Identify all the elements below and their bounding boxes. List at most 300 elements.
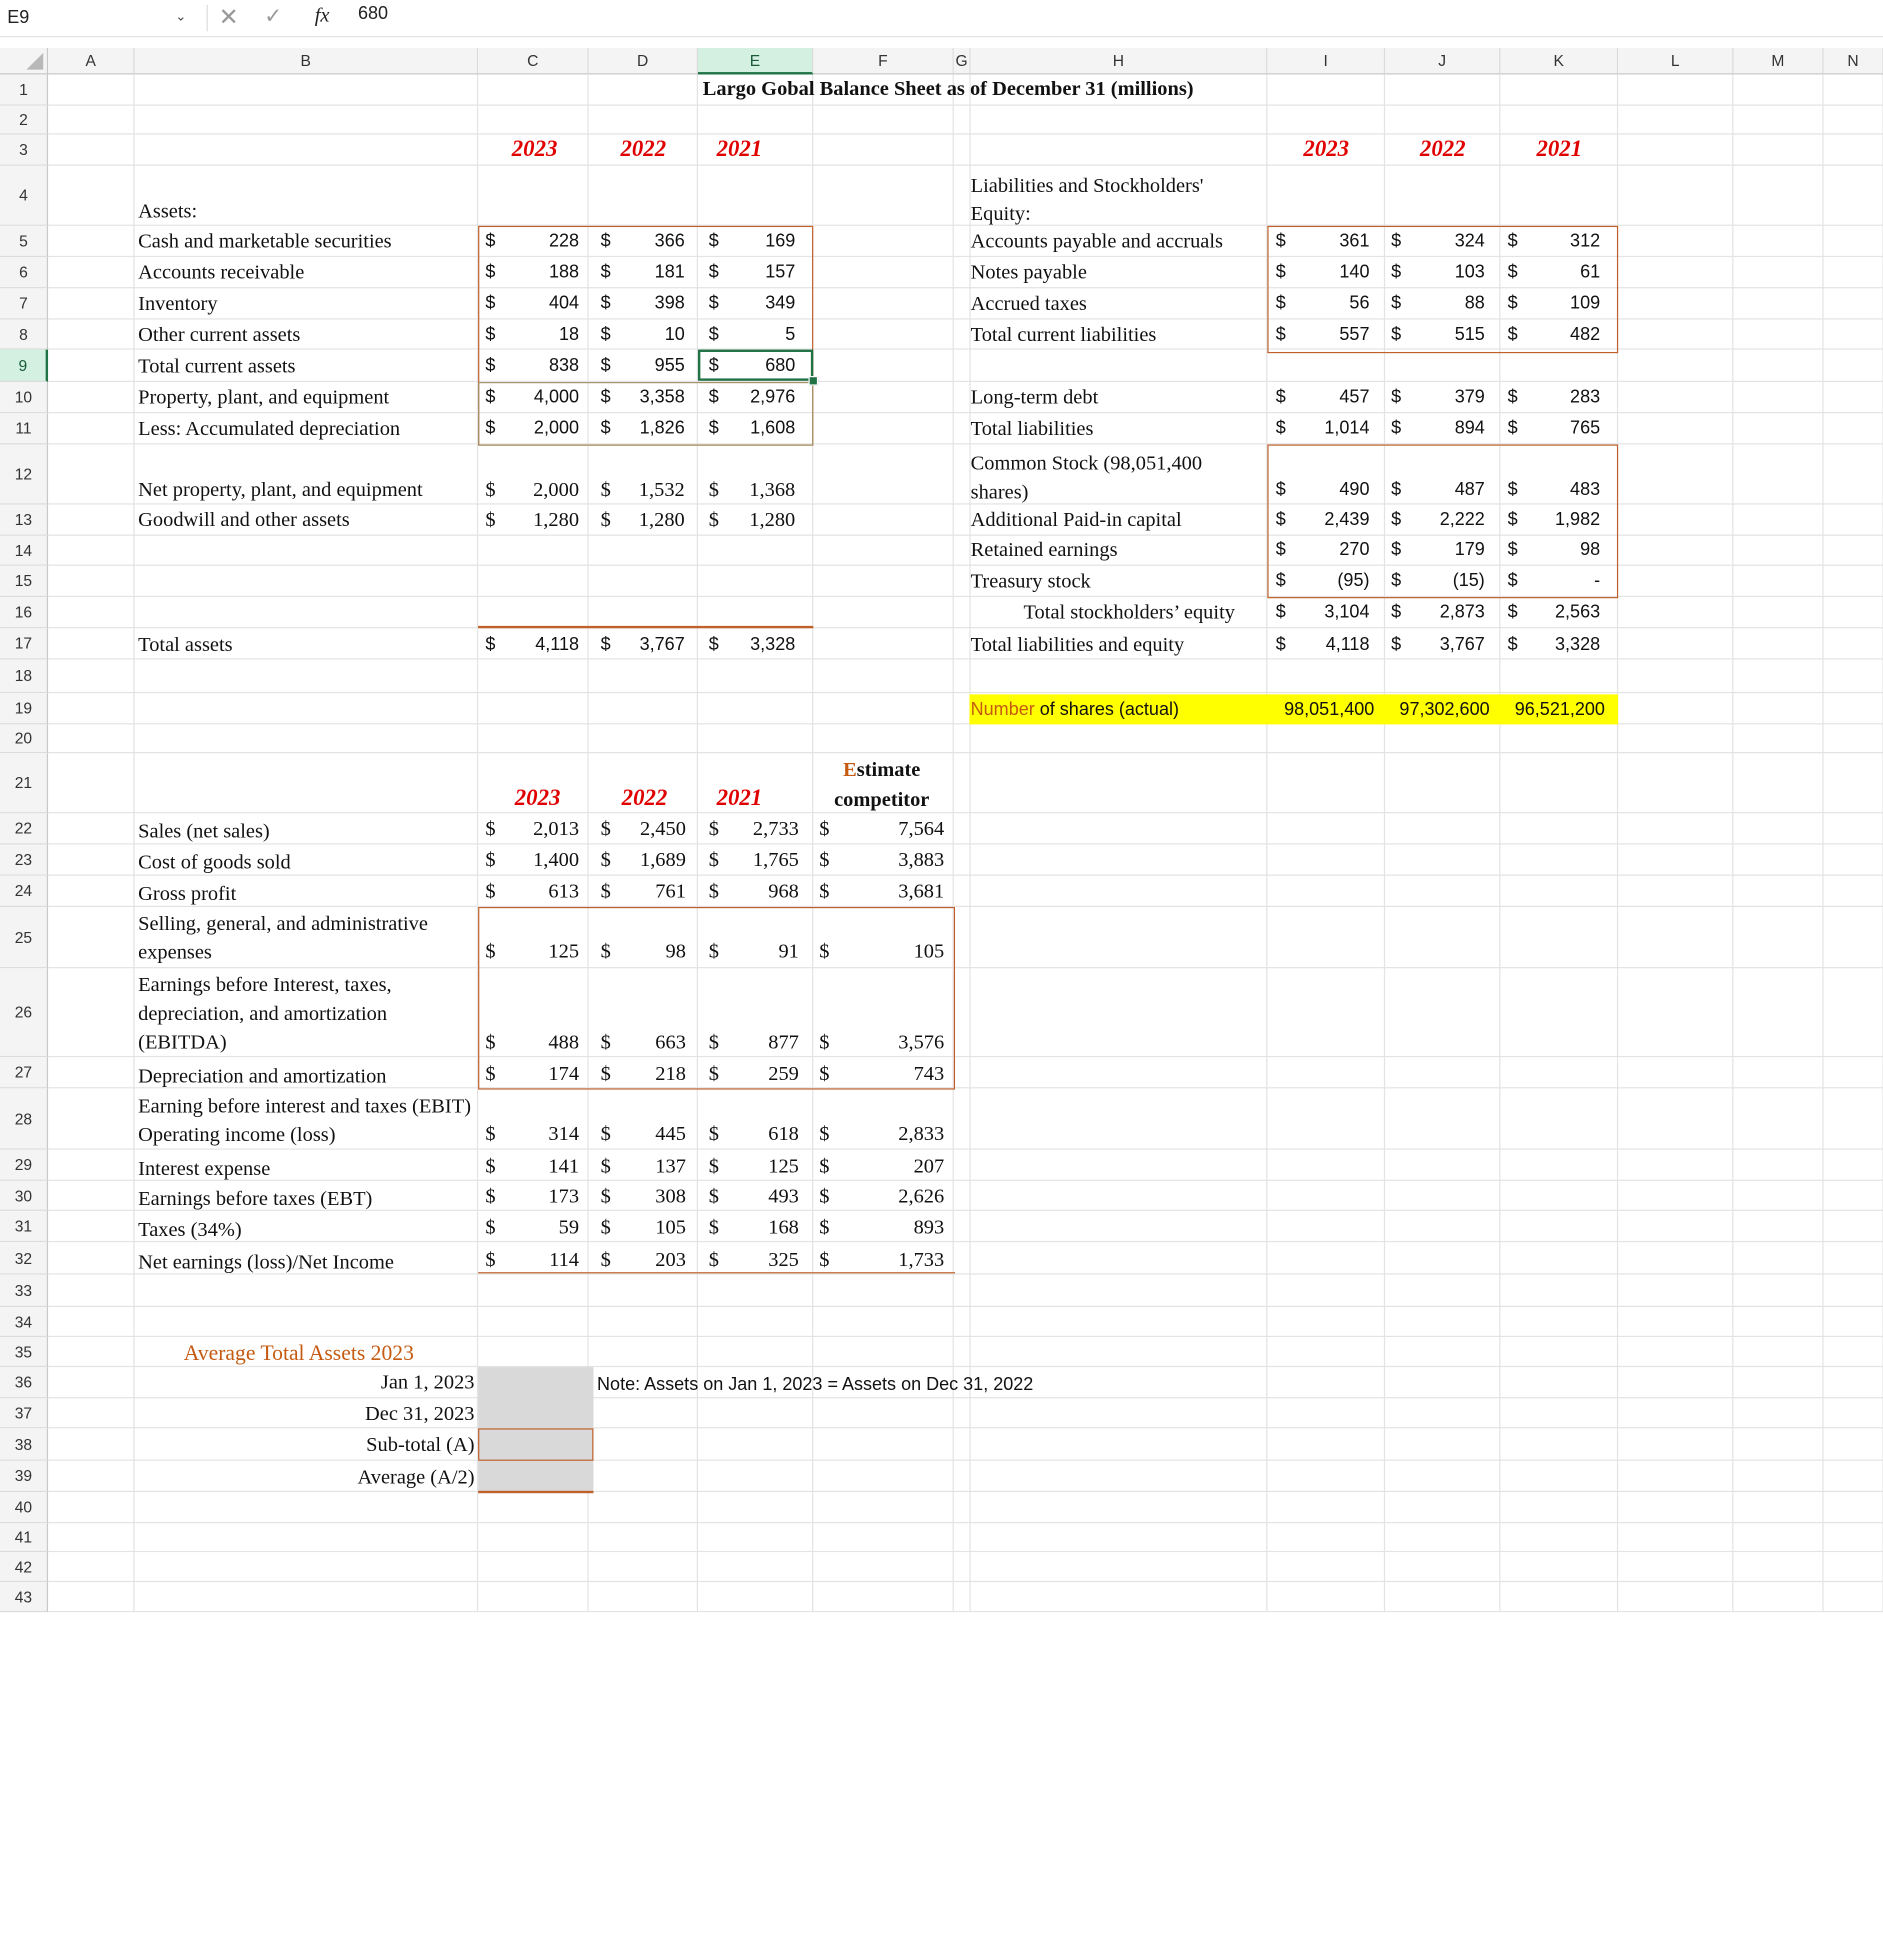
income-value: 105 <box>913 939 945 963</box>
dollar-sign: $ <box>1507 293 1518 314</box>
column-header-g[interactable]: G <box>954 48 971 74</box>
dollar-sign: $ <box>1391 634 1402 655</box>
dollar-sign: $ <box>819 1248 830 1271</box>
income-value: 7,564 <box>898 816 945 840</box>
subtotal-label: Sub-total (A) <box>366 1433 475 1456</box>
dollar-sign: $ <box>1275 479 1286 500</box>
income-value: 1,400 <box>533 848 580 871</box>
income-value: 663 <box>655 1030 686 1054</box>
row-header-39[interactable]: 39 <box>0 1461 48 1492</box>
dollar-sign: $ <box>819 1215 830 1239</box>
dollar-sign: $ <box>1275 386 1286 408</box>
income-value: 168 <box>768 1215 799 1239</box>
dollar-sign: $ <box>600 634 611 655</box>
shares-value: 97,302,600 <box>1399 699 1490 720</box>
dollar-sign: $ <box>485 1184 496 1208</box>
liability-label: Treasury stock <box>970 569 1091 593</box>
dollar-sign: $ <box>1275 418 1286 439</box>
income-value: 2,833 <box>898 1122 945 1145</box>
dollar-sign: $ <box>600 386 611 408</box>
liabilities-heading: Liabilities and Stockholders' Equity: <box>970 174 1204 225</box>
dollar-sign: $ <box>708 879 719 903</box>
dollar-sign: $ <box>1275 230 1286 252</box>
dollar-sign: $ <box>485 1061 496 1085</box>
liability-value: 179 <box>1454 539 1485 560</box>
income-value: 308 <box>655 1184 686 1208</box>
liability-value: 270 <box>1339 539 1370 560</box>
year-header: 2023 <box>1303 136 1350 163</box>
row-header-21[interactable]: 21 <box>0 753 48 813</box>
dollar-sign: $ <box>1275 634 1286 655</box>
row-header-3[interactable]: 3 <box>0 135 48 166</box>
row-header-25[interactable]: 25 <box>0 907 48 968</box>
income-value: 259 <box>768 1061 799 1085</box>
assets-heading: Assets: <box>138 199 198 223</box>
dollar-sign: $ <box>708 418 719 439</box>
liability-value: 379 <box>1454 386 1485 408</box>
dollar-sign: $ <box>1507 509 1518 530</box>
dollar-sign: $ <box>708 634 719 655</box>
dollar-sign: $ <box>600 508 611 531</box>
asset-label: Total assets <box>138 633 233 656</box>
row-header-32[interactable]: 32 <box>0 1242 48 1274</box>
row-header-11[interactable]: 11 <box>0 413 48 444</box>
asset-value: 2,000 <box>533 418 580 439</box>
dollar-sign: $ <box>1391 418 1402 439</box>
asset-label: Inventory <box>138 291 218 315</box>
asset-value: 1,368 <box>749 478 796 501</box>
liability-label: Additional Paid-in capital <box>970 508 1182 531</box>
dollar-sign: $ <box>1275 539 1286 560</box>
row-header-6[interactable]: 6 <box>0 257 48 288</box>
row-header-17[interactable]: 17 <box>0 628 48 659</box>
income-value: 761 <box>655 879 686 903</box>
income-label: Gross profit <box>138 881 237 905</box>
income-value: 968 <box>768 879 799 903</box>
row-header-33[interactable]: 33 <box>0 1275 48 1307</box>
gridline <box>48 1306 1883 1307</box>
row-header-8[interactable]: 8 <box>0 320 48 350</box>
dollar-sign: $ <box>485 848 496 871</box>
dollar-sign: $ <box>600 1030 611 1054</box>
fx-icon[interactable]: fx <box>314 3 330 27</box>
shares-value: 98,051,400 <box>1284 699 1375 720</box>
liability-label: Common Stock (98,051,400 shares) <box>970 451 1203 504</box>
column-header-e[interactable]: E <box>698 48 813 74</box>
column-header-f[interactable]: F <box>813 48 954 74</box>
column-header-i[interactable]: I <box>1267 48 1385 74</box>
dollar-sign: $ <box>819 816 830 840</box>
gridline <box>48 627 1883 628</box>
dollar-sign: $ <box>1275 324 1286 345</box>
row-header-38[interactable]: 38 <box>0 1428 48 1460</box>
dollar-sign: $ <box>485 1215 496 1239</box>
liability-value: - <box>1594 570 1601 592</box>
row-header-19[interactable]: 19 <box>0 693 48 724</box>
dollar-sign: $ <box>1275 261 1286 283</box>
income-value: 125 <box>768 1154 799 1178</box>
dollar-sign: $ <box>600 879 611 903</box>
liability-value: 324 <box>1454 230 1485 252</box>
asset-label: Property, plant, and equipment <box>138 385 390 409</box>
gridline <box>48 1551 1883 1552</box>
dollar-sign: $ <box>708 324 719 345</box>
dollar-sign: $ <box>600 848 611 871</box>
liability-value: 490 <box>1339 479 1370 500</box>
asset-value: 1,280 <box>533 508 580 531</box>
dollar-sign: $ <box>1507 230 1518 252</box>
liability-value: 1,014 <box>1324 418 1370 439</box>
dollar-sign: $ <box>708 1122 719 1145</box>
liability-value: 140 <box>1339 261 1370 283</box>
dollar-sign: $ <box>1391 601 1402 623</box>
gridline <box>48 133 1883 134</box>
liability-value: 3,104 <box>1324 601 1370 623</box>
dollar-sign: $ <box>1507 479 1518 500</box>
dollar-sign: $ <box>600 261 611 283</box>
dollar-sign: $ <box>1391 261 1402 283</box>
liability-label: Long-term debt <box>970 385 1099 409</box>
income-value: 3,576 <box>898 1030 945 1054</box>
gridline <box>48 1611 1883 1612</box>
liability-label: Total current liabilities <box>970 323 1157 346</box>
income-value: 203 <box>655 1248 686 1271</box>
row-header-18[interactable]: 18 <box>0 660 48 694</box>
assets-note: Note: Assets on Jan 1, 2023 = Assets on Dec 31, 2022 <box>597 1374 1034 1395</box>
name-box[interactable]: E9 <box>7 7 30 28</box>
dollar-sign: $ <box>1507 539 1518 560</box>
dollar-sign: $ <box>485 293 496 314</box>
liability-value: 2,563 <box>1555 601 1601 623</box>
dollar-sign: $ <box>708 848 719 871</box>
income-value: 1,733 <box>898 1248 945 1271</box>
row-header-7[interactable]: 7 <box>0 288 48 319</box>
dollar-sign: $ <box>1391 324 1402 345</box>
dollar-sign: $ <box>600 1061 611 1085</box>
row-header-15[interactable]: 15 <box>0 566 48 597</box>
dollar-sign: $ <box>485 634 496 655</box>
asset-value: 1,280 <box>638 508 685 531</box>
asset-value: 3,328 <box>750 634 796 655</box>
row-header-27[interactable]: 27 <box>0 1057 48 1088</box>
asset-value: 398 <box>654 293 685 314</box>
gridline <box>48 105 1883 106</box>
gridline <box>1732 74 1733 1612</box>
liability-label: Notes payable <box>970 260 1087 284</box>
row-header-37[interactable]: 37 <box>0 1398 48 1428</box>
liability-value: (95) <box>1337 570 1370 592</box>
dollar-sign: $ <box>708 1030 719 1054</box>
dollar-sign: $ <box>708 1184 719 1208</box>
row-header-12[interactable]: 12 <box>0 444 48 504</box>
dollar-sign: $ <box>485 508 496 531</box>
average-underline <box>478 1491 593 1493</box>
dollar-sign: $ <box>708 816 719 840</box>
column-header-a[interactable]: A <box>48 48 134 74</box>
dollar-sign: $ <box>485 939 496 963</box>
dollar-sign: $ <box>485 816 496 840</box>
income-value: 3,681 <box>898 879 945 903</box>
dollar-sign: $ <box>485 879 496 903</box>
dollar-sign: $ <box>485 386 496 408</box>
income-label: Depreciation and amortization <box>138 1064 387 1088</box>
liability-value: 103 <box>1454 261 1485 283</box>
dollar-sign: $ <box>600 230 611 252</box>
liability-value: 515 <box>1454 324 1485 345</box>
dollar-sign: $ <box>708 355 719 377</box>
year-header: 2023 <box>514 785 561 811</box>
income-value: 445 <box>655 1122 686 1145</box>
row-header-16[interactable]: 16 <box>0 597 48 628</box>
column-header-n[interactable]: N <box>1824 48 1883 74</box>
row-header-26[interactable]: 26 <box>0 968 48 1057</box>
row-header-23[interactable]: 23 <box>0 845 48 876</box>
asset-value: 2,976 <box>750 386 796 408</box>
dollar-sign: $ <box>1507 386 1518 408</box>
year-header: 2022 <box>1419 136 1466 163</box>
asset-value: 404 <box>548 293 580 314</box>
liability-value: 61 <box>1580 261 1601 283</box>
gridline <box>48 967 1883 968</box>
dollar-sign: $ <box>1507 601 1518 623</box>
liability-label: Total liabilities and equity <box>970 633 1185 656</box>
active-cell-e9[interactable] <box>698 350 813 381</box>
year-header: 2022 <box>620 136 667 163</box>
dollar-sign: $ <box>1391 539 1402 560</box>
income-value: 877 <box>768 1030 799 1054</box>
liability-label: Accounts payable and accruals <box>970 229 1223 253</box>
row-header-20[interactable]: 20 <box>0 724 48 753</box>
asset-label: Total current assets <box>138 354 296 378</box>
row-header-24[interactable]: 24 <box>0 876 48 907</box>
income-value: 105 <box>655 1215 686 1239</box>
liability-label: Total liabilities <box>970 416 1094 440</box>
row-header-13[interactable]: 13 <box>0 505 48 536</box>
row-header-36[interactable]: 36 <box>0 1367 48 1398</box>
column-header-d[interactable]: D <box>589 48 698 74</box>
gridline <box>48 381 1883 382</box>
asset-value: 4,118 <box>535 634 580 655</box>
dollar-sign: $ <box>819 1030 830 1054</box>
check-icon[interactable]: ✓ <box>264 3 283 28</box>
liability-label: Retained earnings <box>970 538 1118 562</box>
income-value: 91 <box>778 939 799 963</box>
income-value: 2,450 <box>639 816 686 840</box>
dollar-sign: $ <box>485 355 496 377</box>
gridline <box>133 74 134 1612</box>
row-header-4[interactable]: 4 <box>0 166 48 226</box>
dollar-sign: $ <box>1391 479 1402 500</box>
income-value: 618 <box>768 1122 799 1145</box>
row-header-41[interactable]: 41 <box>0 1523 48 1552</box>
income-value: 2,013 <box>533 816 580 840</box>
year-header: 2023 <box>511 136 558 163</box>
liability-value: 557 <box>1339 324 1370 345</box>
gridline <box>48 1581 1883 1582</box>
row-header-30[interactable]: 30 <box>0 1181 48 1211</box>
liability-value: 1,982 <box>1555 509 1601 530</box>
asset-value: 3,767 <box>639 634 685 655</box>
net-income-underline <box>478 1272 955 1273</box>
income-label: Cost of goods sold <box>138 850 291 874</box>
income-value: 3,883 <box>898 848 945 871</box>
dollar-sign: $ <box>600 293 611 314</box>
column-header-k[interactable]: K <box>1500 48 1618 74</box>
income-value: 114 <box>549 1248 580 1271</box>
row-header-29[interactable]: 29 <box>0 1150 48 1181</box>
row-header-34[interactable]: 34 <box>0 1307 48 1337</box>
dollar-sign: $ <box>485 1154 496 1178</box>
liability-value: 483 <box>1570 479 1601 500</box>
dollar-sign: $ <box>485 230 496 252</box>
sheet-title: Largo Gobal Balance Sheet as of December 31 (millions) <box>702 76 1194 100</box>
dollar-sign: $ <box>600 1184 611 1208</box>
dollar-sign: $ <box>600 939 611 963</box>
year-header: 2021 <box>716 785 763 811</box>
row-header-43[interactable]: 43 <box>0 1582 48 1612</box>
gridline <box>48 1366 1883 1367</box>
year-header: 2021 <box>1536 136 1583 163</box>
asset-value: 680 <box>765 355 796 377</box>
liability-value: 56 <box>1349 293 1370 314</box>
dollar-sign: $ <box>485 478 496 501</box>
asset-value: 1,280 <box>749 508 796 531</box>
dollar-sign: $ <box>600 1215 611 1239</box>
dollar-sign: $ <box>1275 601 1286 623</box>
column-header-c[interactable]: C <box>478 48 589 74</box>
dollar-sign: $ <box>708 508 719 531</box>
dollar-sign: $ <box>600 1248 611 1271</box>
asset-value: 10 <box>664 324 685 345</box>
income-value: 488 <box>548 1030 580 1054</box>
row-header-28[interactable]: 28 <box>0 1088 48 1149</box>
row-header-1[interactable]: 1 <box>0 74 48 105</box>
asset-value: 2,000 <box>533 478 580 501</box>
income-label: Earnings before taxes (EBT) <box>138 1186 373 1210</box>
gridline <box>48 752 1883 753</box>
shares-value: 96,521,200 <box>1514 699 1605 720</box>
dollar-sign: $ <box>1507 634 1518 655</box>
asset-label: Less: Accumulated depreciation <box>138 416 401 440</box>
income-value: 743 <box>913 1061 945 1085</box>
asset-label: Accounts receivable <box>138 260 305 284</box>
row-header-31[interactable]: 31 <box>0 1211 48 1242</box>
dollar-sign: $ <box>485 1030 496 1054</box>
liability-value: 894 <box>1454 418 1485 439</box>
gridline <box>48 1491 1883 1492</box>
select-all-corner[interactable] <box>0 48 48 74</box>
row-header-5[interactable]: 5 <box>0 226 48 257</box>
row-header-9[interactable]: 9 <box>0 350 48 382</box>
asset-value: 181 <box>654 261 685 283</box>
row-header-40[interactable]: 40 <box>0 1492 48 1523</box>
fill-handle[interactable] <box>808 376 818 386</box>
income-value: 1,765 <box>752 848 799 871</box>
asset-value: 4,000 <box>533 386 580 408</box>
income-value: 218 <box>655 1061 686 1085</box>
dollar-sign: $ <box>600 1122 611 1145</box>
asset-value: 349 <box>765 293 796 314</box>
asset-value: 5 <box>785 324 796 345</box>
formula-input[interactable]: 680 <box>357 3 389 25</box>
row-header-22[interactable]: 22 <box>0 813 48 844</box>
dollar-sign: $ <box>1391 570 1402 592</box>
liability-value: 98 <box>1580 539 1601 560</box>
column-header-m[interactable]: M <box>1733 48 1823 74</box>
dollar-sign: $ <box>708 1154 719 1178</box>
row-header-10[interactable]: 10 <box>0 382 48 413</box>
row-header-2[interactable]: 2 <box>0 106 48 135</box>
income-label: Sales (net sales) <box>138 819 270 843</box>
gridline <box>48 1427 1883 1428</box>
dollar-sign: $ <box>600 355 611 377</box>
dollar-sign: $ <box>1275 293 1286 314</box>
gridline <box>48 1336 1883 1337</box>
column-header-l[interactable]: L <box>1618 48 1733 74</box>
income-value: 174 <box>548 1061 580 1085</box>
column-header-j[interactable]: J <box>1385 48 1500 74</box>
gridline <box>48 812 1883 813</box>
asset-label: Cash and marketable securities <box>138 229 392 253</box>
gridline <box>48 412 1883 413</box>
income-label: Net earnings (loss)/Net Income <box>138 1250 394 1274</box>
income-value: 2,733 <box>752 816 799 840</box>
dollar-sign: $ <box>485 261 496 283</box>
liability-value: 482 <box>1570 324 1601 345</box>
column-header-b[interactable]: B <box>135 48 479 74</box>
income-label: Earning before interest and taxes (EBIT) Operating income (loss) <box>138 1094 472 1147</box>
dollar-sign: $ <box>708 1248 719 1271</box>
row-header-42[interactable]: 42 <box>0 1552 48 1582</box>
dollar-sign: $ <box>1391 509 1402 530</box>
dollar-sign: $ <box>708 1215 719 1239</box>
chevron-down-icon[interactable]: ⌄ <box>175 9 187 25</box>
gridline <box>1822 74 1823 1612</box>
divider <box>207 5 208 31</box>
liability-value: 3,767 <box>1439 634 1485 655</box>
dollar-sign: $ <box>600 478 611 501</box>
row-header-14[interactable]: 14 <box>0 536 48 566</box>
liability-value: 2,222 <box>1439 509 1485 530</box>
liability-label: Total stockholders’ equity <box>1023 600 1235 624</box>
dollar-sign: $ <box>708 1061 719 1085</box>
income-value: 173 <box>548 1184 580 1208</box>
liability-value: 2,439 <box>1324 509 1370 530</box>
column-header-h[interactable]: H <box>971 48 1268 74</box>
liability-value: (15) <box>1452 570 1485 592</box>
liability-value: 312 <box>1570 230 1601 252</box>
cancel-icon[interactable]: ✕ <box>218 4 239 32</box>
shares-label <box>971 698 1179 722</box>
income-value: 325 <box>768 1248 799 1271</box>
shares-label-rest: of shares (actual) <box>1034 699 1179 720</box>
liability-label: Accrued taxes <box>970 291 1087 315</box>
gridline <box>48 165 1883 166</box>
income-label: Earnings before Interest, taxes, depreciation, and amortization (EBITDA) <box>138 973 392 1054</box>
dollar-sign: $ <box>485 1248 496 1271</box>
dollar-sign: $ <box>600 418 611 439</box>
dollar-sign: $ <box>1275 570 1286 592</box>
formula-bar <box>0 0 1883 37</box>
gridline <box>48 1460 1883 1461</box>
income-value: 137 <box>655 1154 686 1178</box>
income-value: 125 <box>548 939 580 963</box>
dollar-sign: $ <box>819 1184 830 1208</box>
gridline <box>48 1522 1883 1523</box>
row-header-35[interactable]: 35 <box>0 1337 48 1367</box>
dollar-sign: $ <box>819 1122 830 1145</box>
gridline <box>48 1397 1883 1398</box>
